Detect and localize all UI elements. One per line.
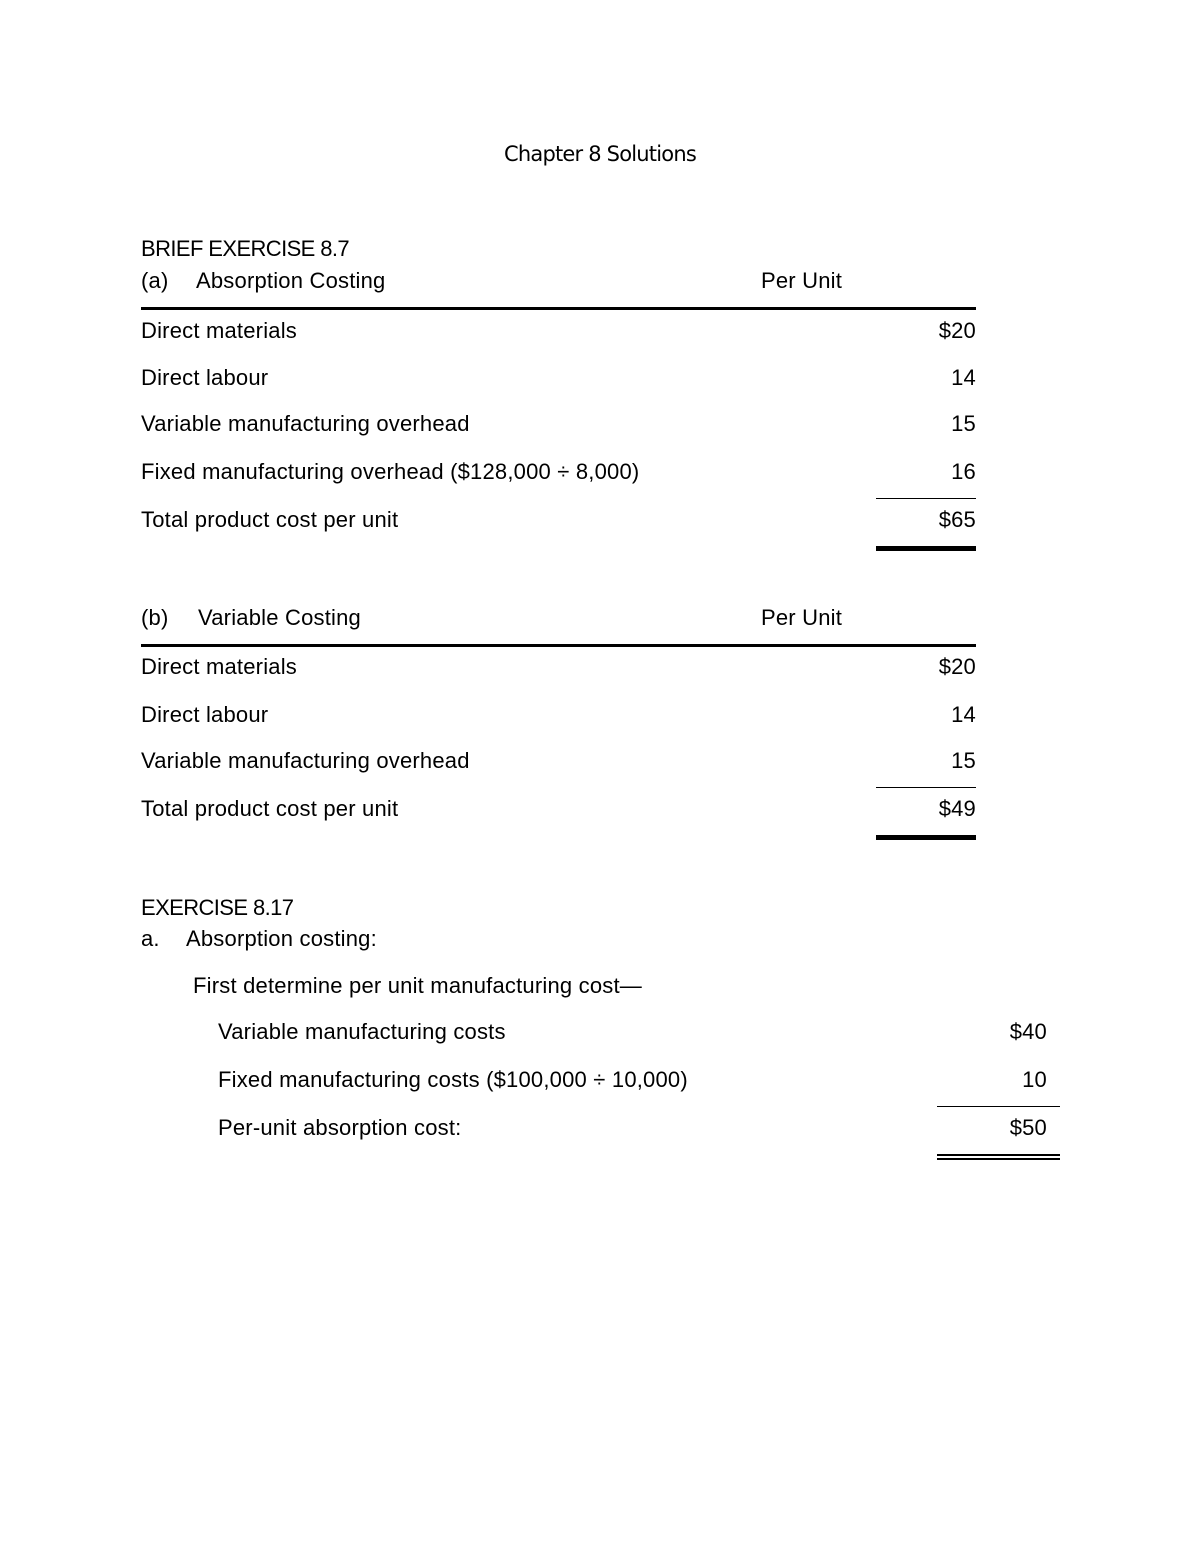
table-row-label: Direct labour [141, 365, 269, 390]
exercise-subtotal-rule [937, 1106, 1060, 1107]
table-row-value: 16 [951, 459, 976, 484]
part-b-title: Variable Costing [198, 605, 361, 630]
exercise-part-a-label: a. [141, 926, 160, 951]
table-row-value: $20 [938, 654, 976, 679]
exercise-total-double-rule-top [937, 1154, 1060, 1156]
brief-exercise-heading: BRIEF EXERCISE 8.7 [141, 236, 350, 261]
part-b-subtotal-rule [876, 787, 976, 788]
part-a-subtotal-rule [876, 498, 976, 499]
exercise-total-double-rule-bottom [937, 1158, 1060, 1160]
exercise-intro: First determine per unit manufacturing cost— [193, 973, 642, 998]
part-a-total-label: Total product cost per unit [141, 507, 399, 532]
table-row-value: $20 [938, 318, 976, 343]
exercise-total-value: $50 [1009, 1115, 1047, 1140]
table-row-label: Direct materials [141, 318, 298, 343]
table-row-value: 15 [951, 411, 976, 436]
table-row-value: 14 [951, 365, 976, 390]
part-a-column-header: Per Unit [761, 268, 843, 293]
exercise-heading: EXERCISE 8.17 [141, 895, 294, 920]
exercise-part-a-title: Absorption costing: [186, 926, 377, 951]
part-b-column-header: Per Unit [761, 605, 843, 630]
table-row-label: Variable manufacturing overhead [141, 411, 470, 436]
table-row-value: 15 [951, 748, 976, 773]
table-row-label: Fixed manufacturing costs ($100,000 ÷ 10,000) [218, 1067, 688, 1092]
table-row-label: Fixed manufacturing overhead ($128,000 ÷ 8,000) [141, 459, 640, 484]
table-row-label: Direct materials [141, 654, 298, 679]
part-b-total-label: Total product cost per unit [141, 796, 399, 821]
table-row-value: 14 [951, 702, 976, 727]
part-b-total-rule [876, 835, 976, 840]
part-a-total-rule [876, 546, 976, 551]
page-title: Chapter 8 Solutions [504, 142, 696, 166]
table-row-label: Variable manufacturing costs [218, 1019, 506, 1044]
table-row-value: $40 [1009, 1019, 1047, 1044]
part-a-total-value: $65 [938, 507, 976, 532]
part-a-header-rule [141, 307, 976, 310]
part-b-label: (b) [141, 605, 169, 630]
part-a-title: Absorption Costing [196, 268, 386, 293]
exercise-total-label: Per-unit absorption cost: [218, 1115, 462, 1140]
part-b-total-value: $49 [938, 796, 976, 821]
table-row-value: 10 [1022, 1067, 1047, 1092]
part-a-label: (a) [141, 268, 169, 293]
table-row-label: Variable manufacturing overhead [141, 748, 470, 773]
part-b-header-rule [141, 644, 976, 647]
table-row-label: Direct labour [141, 702, 269, 727]
